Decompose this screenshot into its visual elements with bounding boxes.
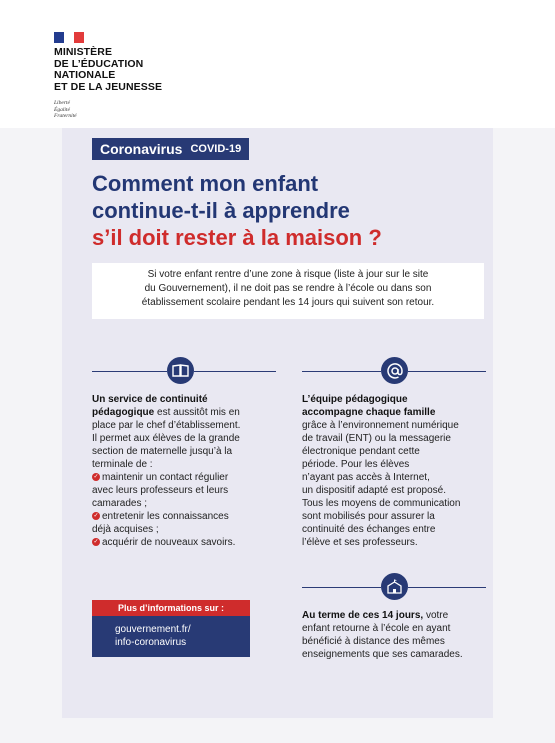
team-text: de travail (ENT) ou la messagerie: [302, 433, 451, 444]
continuity-heading-2: pédagogique: [92, 407, 155, 418]
team-heading-2: accompagne chaque famille: [302, 407, 436, 418]
team-text: Tous les moyens de communication: [302, 498, 461, 509]
page-title: [92, 170, 492, 251]
divider: [408, 587, 486, 588]
motto-line: Fraternité: [54, 113, 77, 119]
return-heading: Au terme de ces 14 jours,: [302, 610, 424, 621]
team-text: grâce à l’environnement numérique: [302, 420, 459, 431]
intro-line: établissement scolaire pendant les 14 jours qui suivent son retour.: [141, 297, 435, 308]
continuity-text: est aussitôt mis en: [154, 407, 240, 418]
divider: [408, 371, 486, 372]
link-line[interactable]: info-coronavirus: [115, 637, 187, 648]
team-text: un dispositif adapté est proposé.: [302, 485, 446, 496]
tag-sub: COVID-19: [190, 143, 242, 155]
divider: [194, 371, 276, 372]
title-accent-line: s’il doit rester à la maison ?: [92, 225, 382, 250]
return-text: bénéficié à distance des mêmes: [302, 636, 445, 647]
team-text: période. Pour les élèves: [302, 459, 410, 470]
topic-tag: [92, 138, 249, 160]
team-section: [302, 393, 492, 549]
team-text: continuité des échanges entre: [302, 524, 436, 535]
motto-line: Liberté: [54, 100, 70, 106]
bullet-text: entretenir les connaissances: [102, 511, 229, 522]
school-icon: [381, 573, 408, 600]
at-sign-icon: [381, 357, 408, 384]
bullet-text: avec leurs professeurs et leurs: [92, 485, 229, 496]
divider: [92, 371, 167, 372]
bullet-text: maintenir un contact régulier: [102, 472, 229, 483]
return-text: enseignements que ses camarades.: [302, 649, 463, 660]
continuity-text: place par le chef d’établissement.: [92, 420, 241, 431]
title-line: continue-t-il à apprendre: [92, 198, 350, 223]
team-text: l’élève et ses professeurs.: [302, 537, 418, 548]
bullet-text: déjà acquises ;: [92, 524, 159, 535]
continuity-text: section de maternelle jusqu’à la: [92, 446, 233, 457]
return-text: enfant retourne à l’école en ayant: [302, 623, 451, 634]
continuity-section: [92, 393, 282, 549]
tag-main: Coronavirus: [100, 141, 183, 157]
divider: [302, 587, 381, 588]
book-icon: [167, 357, 194, 384]
team-text: n’ayant pas accès à Internet,: [302, 472, 430, 483]
more-info-link[interactable]: [115, 623, 245, 649]
return-section: [302, 609, 492, 661]
bullet-text: camarades ;: [92, 498, 148, 509]
title-line: Comment mon enfant: [92, 171, 319, 196]
continuity-text: Il permet aux élèves de la grande: [92, 433, 240, 444]
ministry-line: MINISTÈRE: [54, 46, 113, 58]
motto: [54, 100, 77, 120]
continuity-text: terminale de :: [92, 459, 153, 470]
team-text: électronique pendant cette: [302, 446, 420, 457]
return-text: votre: [423, 610, 449, 621]
motto-line: Égalité: [54, 106, 70, 113]
marianne-logo: [54, 32, 84, 43]
check-icon: ✓: [93, 474, 99, 481]
header: [0, 0, 555, 128]
ministry-line: ET DE LA JEUNESSE: [54, 80, 163, 93]
team-text: sont mobilisés pour assurer la: [302, 511, 435, 522]
intro-line: Si votre enfant rentre d’une zone à risque (liste à jour sur le site: [147, 269, 429, 280]
continuity-heading: Un service de continuité: [92, 394, 208, 405]
intro-line: du Gouvernement), il ne doit pas se rendre à l’école ou dans son: [144, 283, 432, 294]
bullet-text: acquérir de nouveaux savoirs.: [102, 537, 236, 548]
intro-box: [92, 263, 484, 319]
divider: [302, 371, 381, 372]
ministry-name: [54, 47, 162, 93]
check-icon: ✓: [93, 513, 99, 520]
ministry-line: DE L’ÉDUCATION: [54, 57, 144, 70]
check-icon: ✓: [93, 539, 99, 546]
more-info-heading: Plus d’informations sur :: [92, 600, 250, 616]
link-line[interactable]: gouvernement.fr/: [115, 624, 191, 635]
ministry-line: NATIONALE: [54, 69, 116, 81]
team-heading: L’équipe pédagogique: [302, 394, 408, 405]
